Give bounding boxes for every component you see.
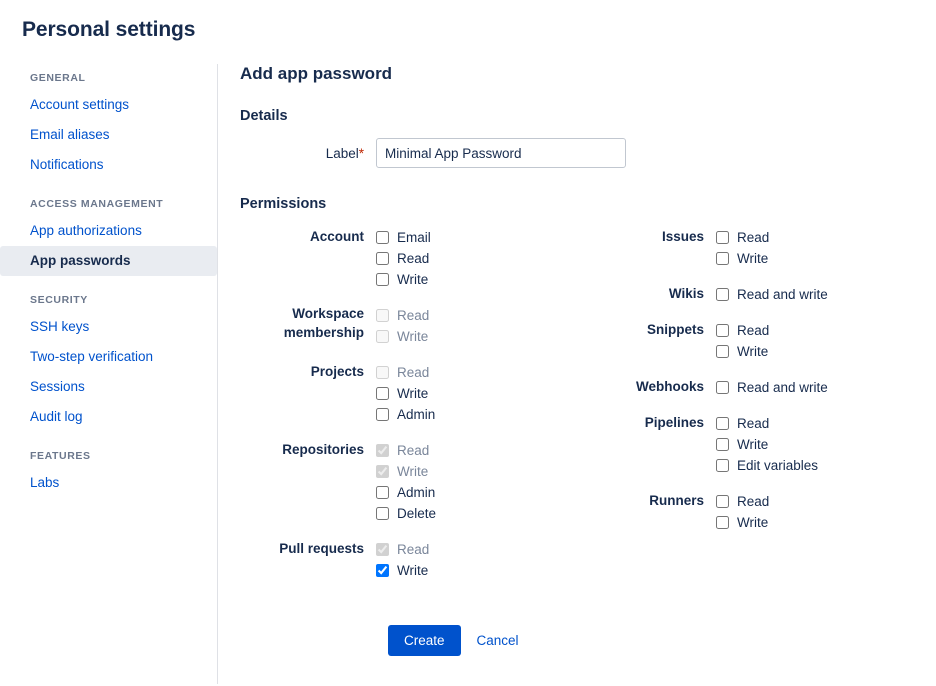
checkbox-input[interactable] — [716, 516, 729, 529]
sidebar — [0, 64, 218, 684]
sidebar-item-audit-log[interactable]: Audit log — [30, 409, 83, 424]
sidebar-item-account-settings[interactable]: Account settings — [30, 97, 130, 112]
sidebar-item-notifications[interactable]: Notifications — [30, 157, 104, 172]
checkbox-account-email[interactable] — [376, 227, 431, 248]
checkbox-label: Read — [737, 230, 770, 245]
checkbox-input[interactable] — [376, 507, 389, 520]
checkbox-runners-write[interactable] — [716, 512, 769, 533]
sidebar-item-labs[interactable]: Labs — [30, 475, 60, 490]
checkbox-input[interactable] — [716, 252, 729, 265]
permissions-grid — [240, 226, 916, 595]
permission-group-name: Issues — [661, 229, 704, 244]
checkbox-label: Admin — [397, 485, 436, 500]
checkbox-label: Read — [397, 443, 430, 458]
checkbox-label: Write — [737, 515, 769, 530]
checkbox-snippets-write[interactable] — [716, 341, 769, 362]
form-actions — [376, 625, 916, 656]
sidebar-item-email-aliases[interactable]: Email aliases — [30, 127, 110, 142]
checkbox-label: Write — [397, 464, 429, 479]
checkbox-input[interactable] — [716, 381, 729, 394]
checkbox-label: Write — [737, 344, 769, 359]
create-button[interactable]: Create — [388, 625, 461, 656]
checkbox-issues-write[interactable] — [716, 248, 769, 269]
sidebar-group-general — [0, 64, 217, 180]
checkbox-input[interactable] — [376, 387, 389, 400]
checkbox-label: Read — [737, 416, 770, 431]
checkbox-pull-requests-write[interactable] — [376, 560, 429, 581]
checkbox-input[interactable] — [376, 231, 389, 244]
sidebar-group-security — [0, 294, 217, 432]
sidebar-item-ssh-keys[interactable]: SSH keys — [30, 319, 90, 334]
checkbox-pipelines-edit-variables[interactable] — [716, 455, 818, 476]
permission-options — [376, 538, 429, 581]
permission-group-workspace-membership — [240, 304, 570, 347]
sidebar-group-label: ACCESS MANAGEMENT — [30, 198, 164, 210]
checkbox-projects-admin[interactable] — [376, 404, 435, 425]
permission-group-webhooks — [580, 376, 870, 398]
checkbox-input — [376, 543, 389, 556]
checkbox-pull-requests-read — [376, 539, 429, 560]
permissions-left-column — [240, 226, 570, 595]
checkbox-input[interactable] — [376, 252, 389, 265]
checkbox-label: Email — [397, 230, 431, 245]
label-field-row — [240, 138, 916, 168]
permission-group-issues — [580, 226, 870, 269]
permission-group-snippets — [580, 319, 870, 362]
checkbox-pipelines-write[interactable] — [716, 434, 818, 455]
checkbox-label: Write — [397, 563, 429, 578]
permission-group-name: Repositories — [282, 442, 364, 457]
permission-group-name: Runners — [649, 493, 704, 508]
label-input[interactable] — [376, 138, 626, 168]
permission-group-name: Snippets — [646, 322, 704, 337]
checkbox-input[interactable] — [376, 564, 389, 577]
permission-group-name: Projects — [310, 364, 364, 379]
checkbox-input[interactable] — [716, 345, 729, 358]
checkbox-workspace-read — [376, 305, 429, 326]
checkbox-label: Read — [397, 542, 430, 557]
checkbox-label: Read and write — [737, 287, 828, 302]
checkbox-label: Read — [397, 308, 430, 323]
main-content — [218, 64, 936, 656]
checkbox-input — [376, 465, 389, 478]
sidebar-group-access-management — [0, 198, 217, 276]
settings-layout — [0, 64, 936, 684]
label-field-label — [240, 146, 376, 161]
permission-group-runners — [580, 490, 870, 533]
permission-group-name: Account — [310, 229, 364, 244]
checkbox-account-write[interactable] — [376, 269, 431, 290]
checkbox-input[interactable] — [376, 408, 389, 421]
checkbox-input[interactable] — [716, 417, 729, 430]
permission-options — [716, 376, 828, 398]
checkbox-label: Read — [737, 494, 770, 509]
checkbox-input[interactable] — [716, 459, 729, 472]
label-field-text: Label — [325, 145, 359, 161]
checkbox-label: Read — [737, 323, 770, 338]
checkbox-input[interactable] — [716, 288, 729, 301]
permission-group-name: Wikis — [668, 286, 704, 301]
permission-options — [716, 412, 818, 476]
checkbox-label: Read — [397, 251, 430, 266]
checkbox-input — [376, 309, 389, 322]
checkbox-repositories-delete[interactable] — [376, 503, 436, 524]
checkbox-repositories-admin[interactable] — [376, 482, 436, 503]
checkbox-input[interactable] — [376, 273, 389, 286]
sidebar-group-label: GENERAL — [30, 72, 86, 84]
checkbox-input[interactable] — [716, 438, 729, 451]
checkbox-input[interactable] — [716, 231, 729, 244]
permission-options — [716, 226, 769, 269]
permissions-right-column — [570, 226, 870, 595]
permission-group-name: Workspace membership — [283, 306, 364, 340]
checkbox-label: Admin — [397, 407, 436, 422]
checkbox-label: Write — [397, 386, 429, 401]
checkbox-workspace-write — [376, 326, 429, 347]
checkbox-label: Write — [737, 251, 769, 266]
checkbox-input — [376, 444, 389, 457]
checkbox-label: Read — [397, 365, 430, 380]
sidebar-group-features — [0, 450, 217, 498]
checkbox-runners-read[interactable] — [716, 491, 769, 512]
sidebar-group-label: FEATURES — [30, 450, 91, 462]
permission-group-pipelines — [580, 412, 870, 476]
checkbox-projects-write[interactable] — [376, 383, 435, 404]
checkbox-input — [376, 330, 389, 343]
permission-group-name: Pipelines — [644, 415, 704, 430]
checkbox-label: Write — [397, 272, 429, 287]
details-heading: Details — [240, 108, 288, 124]
checkbox-label: Read and write — [737, 380, 828, 395]
permission-group-pull-requests — [240, 538, 570, 581]
checkbox-wikis-read-and-write[interactable] — [716, 284, 828, 305]
checkbox-account-read[interactable] — [376, 248, 431, 269]
page-title: Personal settings — [22, 18, 196, 41]
sidebar-item-app-passwords[interactable]: App passwords — [0, 246, 217, 276]
sidebar-item-two-step-verification[interactable]: Two-step verification — [30, 349, 154, 364]
permission-group-repositories — [240, 439, 570, 524]
add-app-password-heading: Add app password — [240, 64, 393, 83]
permission-options — [716, 319, 769, 362]
permission-options — [716, 283, 828, 305]
permission-options — [376, 304, 429, 347]
checkbox-pipelines-read[interactable] — [716, 413, 818, 434]
permission-group-name: Webhooks — [635, 379, 704, 394]
checkbox-input[interactable] — [716, 495, 729, 508]
checkbox-label: Write — [737, 437, 769, 452]
checkbox-input[interactable] — [716, 324, 729, 337]
permission-options — [376, 439, 436, 524]
sidebar-item-app-authorizations[interactable]: App authorizations — [30, 223, 142, 238]
permission-group-name: Pull requests — [279, 541, 364, 556]
permission-group-projects — [240, 361, 570, 425]
permission-options — [376, 226, 431, 290]
permission-options — [376, 361, 435, 425]
permission-group-wikis — [580, 283, 870, 305]
checkbox-input[interactable] — [376, 486, 389, 499]
checkbox-snippets-read[interactable] — [716, 320, 769, 341]
checkbox-repositories-read — [376, 440, 436, 461]
checkbox-label: Delete — [397, 506, 437, 521]
sidebar-item-sessions[interactable]: Sessions — [30, 379, 85, 394]
checkbox-webhooks-read-and-write[interactable] — [716, 377, 828, 398]
cancel-button[interactable]: Cancel — [476, 633, 519, 648]
checkbox-issues-read[interactable] — [716, 227, 769, 248]
sidebar-group-label: SECURITY — [30, 294, 88, 306]
permission-group-account — [240, 226, 570, 290]
required-marker: * — [358, 145, 364, 161]
checkbox-label: Edit variables — [737, 458, 819, 473]
checkbox-repositories-write — [376, 461, 436, 482]
permission-options — [716, 490, 769, 533]
checkbox-input — [376, 366, 389, 379]
permissions-heading: Permissions — [240, 196, 327, 212]
checkbox-label: Write — [397, 329, 429, 344]
checkbox-projects-read — [376, 362, 435, 383]
